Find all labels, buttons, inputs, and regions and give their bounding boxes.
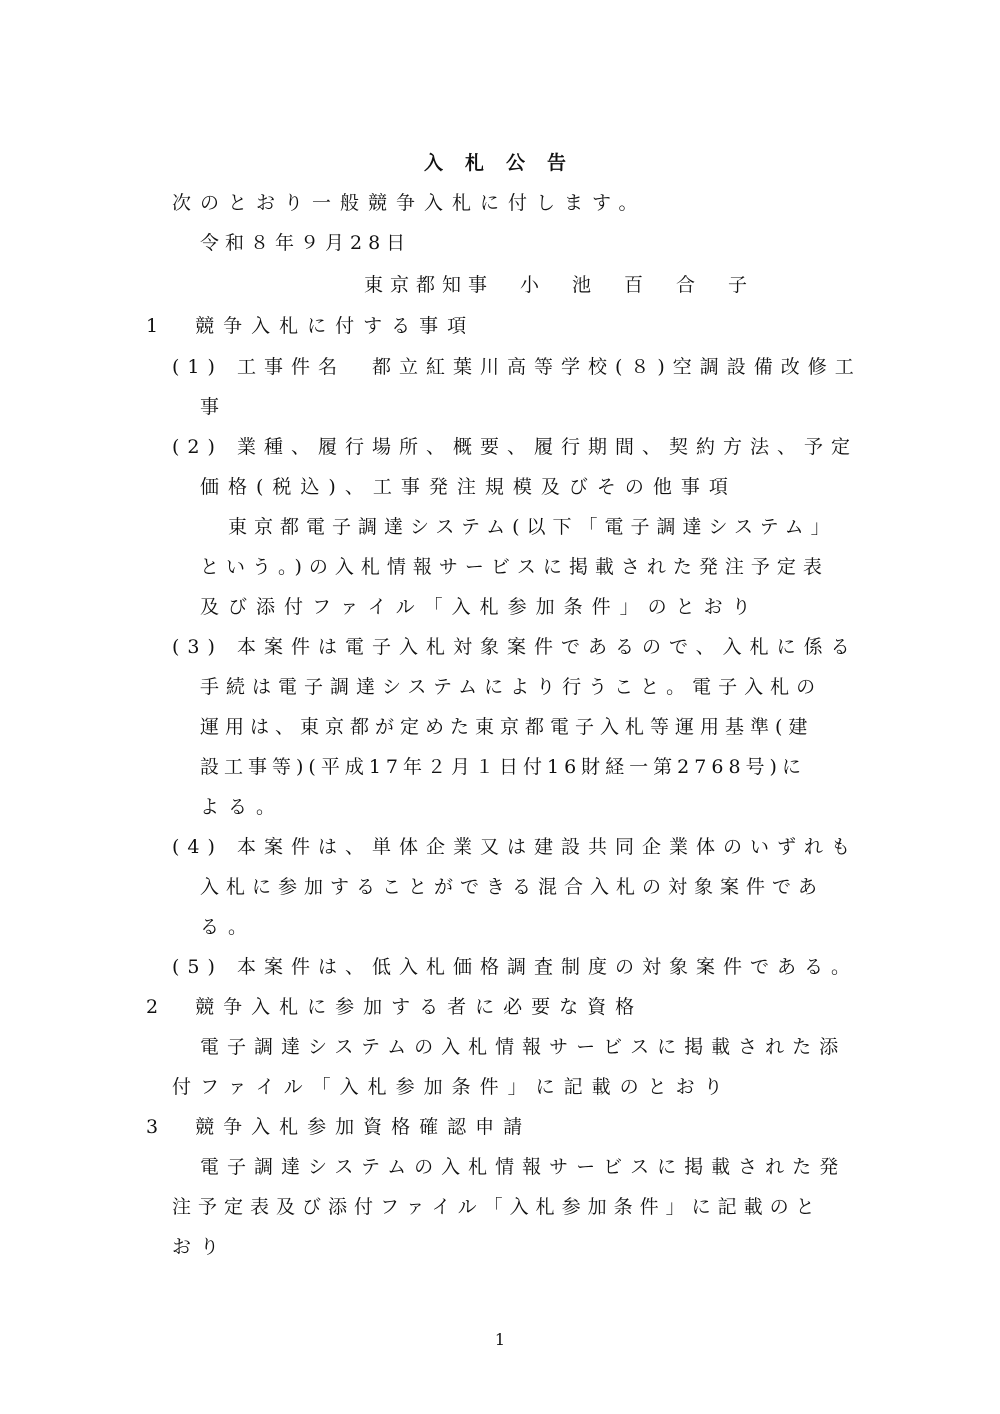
page-title: 入札公告 — [424, 152, 589, 174]
item-1-2-line: という。)の入札情報サービスに掲載された発注予定表 — [200, 556, 829, 578]
section-2-heading: 2 競争入札に参加する者に必要な資格 — [146, 996, 644, 1018]
section-1-heading: 1 競争入札に付する事項 — [146, 315, 476, 337]
intro-text: 次のとおり一般競争入札に付します。 — [172, 192, 647, 214]
item-1-2-line: (2) 業種、履行場所、概要、履行期間、契約方法、予定 — [172, 436, 858, 458]
section-3-line: おり — [172, 1236, 229, 1258]
item-1-3-line: よる。 — [200, 796, 285, 818]
section-3-heading: 3 競争入札参加資格確認申請 — [146, 1116, 532, 1138]
item-1-4-line: る。 — [200, 916, 257, 938]
issuer-name: 東京都知事 小 池 百 合 子 — [364, 274, 755, 296]
section-2-line: 付ファイル「入札参加条件」に記載のとおり — [172, 1076, 732, 1098]
item-1-1-line: 事 — [200, 396, 229, 418]
item-1-2-line: 価格(税込)、工事発注規模及びその他事項 — [200, 476, 737, 498]
section-2-line: 電子調達システムの入札情報サービスに掲載された添 — [200, 1036, 847, 1058]
item-1-2-line: 及び添付ファイル「入札参加条件」のとおり — [200, 596, 760, 618]
item-1-2-line: 東京都電子調達システム(以下「電子調達システム」 — [228, 516, 837, 538]
item-1-3-line: 設工事等)(平成17年２月１日付16財経一第2768号)に — [200, 756, 806, 778]
item-1-4-line: (4) 本案件は、単体企業又は建設共同企業体のいずれも — [172, 836, 858, 858]
page-number: 1 — [494, 1330, 506, 1349]
item-1-4-line: 入札に参加することができる混合入札の対象案件であ — [200, 876, 825, 898]
announcement-date: 令和８年９月28日 — [200, 232, 412, 254]
item-1-1-line: (1) 工事件名 都立紅葉川高等学校(８)空調設備改修工 — [172, 356, 862, 378]
section-3-line: 電子調達システムの入札情報サービスに掲載された発 — [200, 1156, 847, 1178]
item-1-3-line: (3) 本案件は電子入札対象案件であるので、入札に係る — [172, 636, 858, 658]
item-1-3-line: 運用は、東京都が定めた東京都電子入札等運用基準(建 — [200, 716, 814, 738]
section-3-line: 注予定表及び添付ファイル「入札参加条件」に記載のと — [172, 1196, 822, 1218]
item-1-3-line: 手続は電子調達システムにより行うこと。電子入札の — [200, 676, 823, 698]
item-1-5-line: (5) 本案件は、低入札価格調査制度の対象案件である。 — [172, 956, 858, 978]
